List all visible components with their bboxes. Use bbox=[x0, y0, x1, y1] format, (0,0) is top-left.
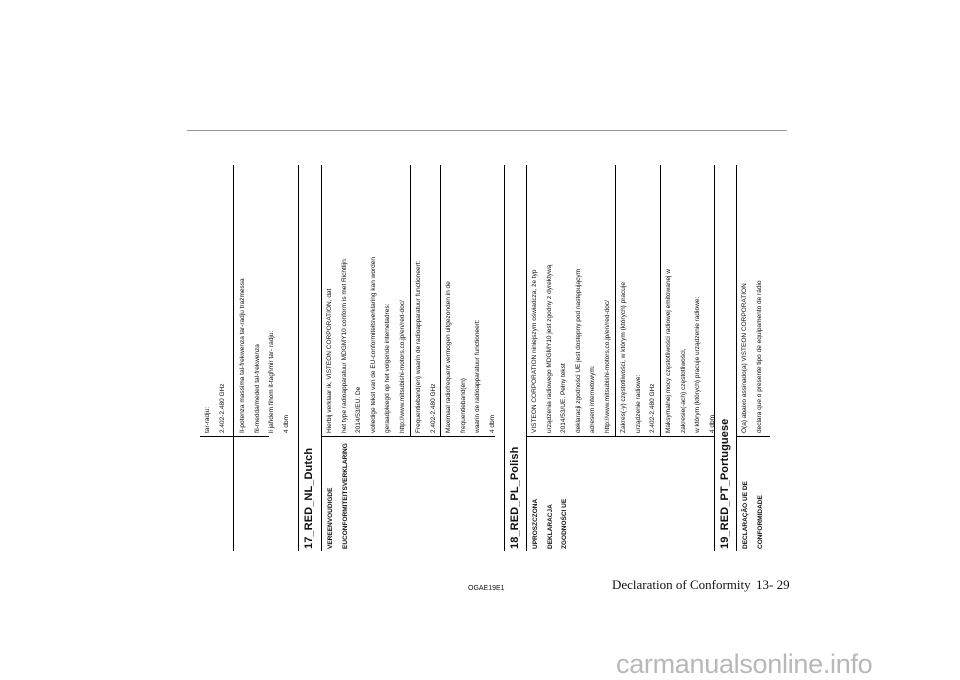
text-line: adresem internetowym: bbox=[589, 365, 596, 433]
text-line: http://www.mitsubishi-motors.co.jp/en/red-doc/ bbox=[398, 300, 406, 433]
portuguese-declaration-title bbox=[738, 481, 767, 549]
watermark: carmanualsonline.info bbox=[616, 649, 873, 679]
declaration-table bbox=[200, 165, 770, 551]
text-line: UPROSZCZONA bbox=[532, 498, 539, 549]
text-line: Hierbij verklaar ik, VISTEON CORPORATION, dat bbox=[326, 288, 333, 433]
row-divider bbox=[736, 165, 737, 551]
text-line: 2014/53/EU. De bbox=[355, 386, 362, 433]
text-line: w którym (których) pracuje urządzenie radiowe: bbox=[694, 296, 701, 433]
maltese-power-text bbox=[236, 278, 294, 433]
text-line: VEREENVOUDIGDE bbox=[327, 487, 334, 549]
rotated-page bbox=[200, 165, 770, 551]
text-line: Zakres(-y) częstotliwości, w którym (których) pracuje bbox=[620, 282, 627, 433]
document-code: OGAE19E1 bbox=[468, 585, 505, 592]
section-heading-polish: 18_RED_PL_Polish bbox=[509, 446, 521, 549]
text-line: Il-potenza massima tal-frekwenza tar-radju trażmessa bbox=[239, 278, 246, 433]
text-line: VISTEON CORPORATION niniejszym oświadcza, że typ bbox=[531, 269, 538, 433]
text-line: O(a) abaixo assinado(a) VISTEON CORPORATION bbox=[741, 283, 748, 433]
row-divider bbox=[526, 165, 527, 551]
text-line: 4 dbm bbox=[488, 414, 496, 433]
section-heading-dutch: 17_RED_NL_Dutch bbox=[303, 447, 315, 549]
section-heading-portuguese: 19_RED_PT_Portuguese bbox=[719, 418, 731, 549]
row-divider bbox=[410, 165, 411, 437]
text-line: waarin de radioapparatuur functioneert: bbox=[474, 319, 481, 433]
text-line: zakresie(-ach) częstotliwości, bbox=[679, 348, 687, 433]
text-line: Frequentieband(en) waarin de radioapparatuur functioneert: bbox=[415, 260, 422, 433]
text-line: 2014/53/UE. Pełny tekst bbox=[560, 363, 567, 433]
row-divider bbox=[233, 165, 234, 551]
column-divider bbox=[736, 436, 770, 437]
column-divider bbox=[526, 436, 714, 437]
text-line: declara que o presente tipo de equipamento de rádio bbox=[755, 280, 763, 433]
text-line: geraadpleegd op het volgende internetadres: bbox=[384, 303, 391, 433]
text-line: 2.402-2.480 GHz bbox=[649, 383, 656, 433]
row-divider bbox=[440, 165, 441, 437]
portuguese-declaration-text bbox=[738, 281, 767, 434]
row-divider bbox=[660, 165, 661, 437]
text-line: DECLARAÇÃO UE DE bbox=[742, 481, 749, 549]
text-line: DEKLARACJA bbox=[546, 504, 554, 549]
page-number: 13- 29 bbox=[756, 577, 790, 592]
text-line: Maximaal radiofrequent vermogen uitgezonden in de bbox=[445, 281, 452, 433]
text-line: het type radioapparatuur MDGMY10 conform is met Richtlijn bbox=[340, 259, 348, 433]
column-divider bbox=[321, 436, 495, 437]
row-divider bbox=[615, 165, 616, 437]
text-line: ZGODNOŚCI UE bbox=[561, 498, 568, 549]
dutch-declaration-text bbox=[323, 257, 410, 433]
text-line: 2.402-2.480 GHz bbox=[429, 383, 437, 433]
polish-declaration-title bbox=[528, 499, 572, 549]
row-divider bbox=[714, 165, 715, 551]
text-line: frequentieband(en) bbox=[459, 378, 467, 433]
text-line: 4 dbm bbox=[708, 414, 716, 433]
text-line: CONFORMIDADE bbox=[756, 495, 764, 549]
dutch-frequency-text bbox=[412, 261, 441, 433]
text-line: li jaħdem fihom it-tagħmir tar- radju: bbox=[268, 330, 275, 433]
polish-frequency-text bbox=[617, 282, 661, 433]
row-divider bbox=[504, 165, 505, 551]
text-line: 4 dbm bbox=[282, 414, 290, 433]
text-line: deklaracji zgodności UE jest dostępny pod następującym bbox=[574, 268, 582, 433]
polish-power-text bbox=[662, 269, 720, 433]
dutch-power-text bbox=[442, 281, 500, 433]
polish-declaration-text bbox=[528, 265, 615, 433]
column-divider bbox=[200, 436, 269, 437]
text-line: fil-medda/meded tal-frekwenza bbox=[253, 344, 261, 433]
text-line: 2.402-2.480 GHz bbox=[218, 383, 226, 433]
text-line: urządzenia radiowego MDGMY10 jest zgodny z dyrektywą bbox=[545, 264, 553, 433]
text-line: urządzenie radiowe: bbox=[634, 374, 642, 433]
maltese-frequency-text bbox=[201, 383, 230, 433]
text-line: EUCONFORMITEITSVERKLARING bbox=[341, 443, 349, 549]
text-line: volledige tekst van de EU-conformiteitsverklaring kan worden bbox=[369, 257, 377, 433]
text-line: http://www.mitsubishi-motors.co.jp/en/red-doc/ bbox=[603, 300, 611, 433]
text-line: Maksymalnej mocy częstotliwości radiowej emitowanej w bbox=[665, 269, 672, 433]
header-rule bbox=[187, 130, 787, 131]
footer-title: Declaration of Conformity bbox=[612, 577, 751, 592]
text-line: tar-radju: bbox=[204, 406, 211, 433]
row-divider bbox=[298, 165, 299, 551]
dutch-declaration-title bbox=[323, 443, 352, 549]
row-divider bbox=[321, 165, 322, 551]
